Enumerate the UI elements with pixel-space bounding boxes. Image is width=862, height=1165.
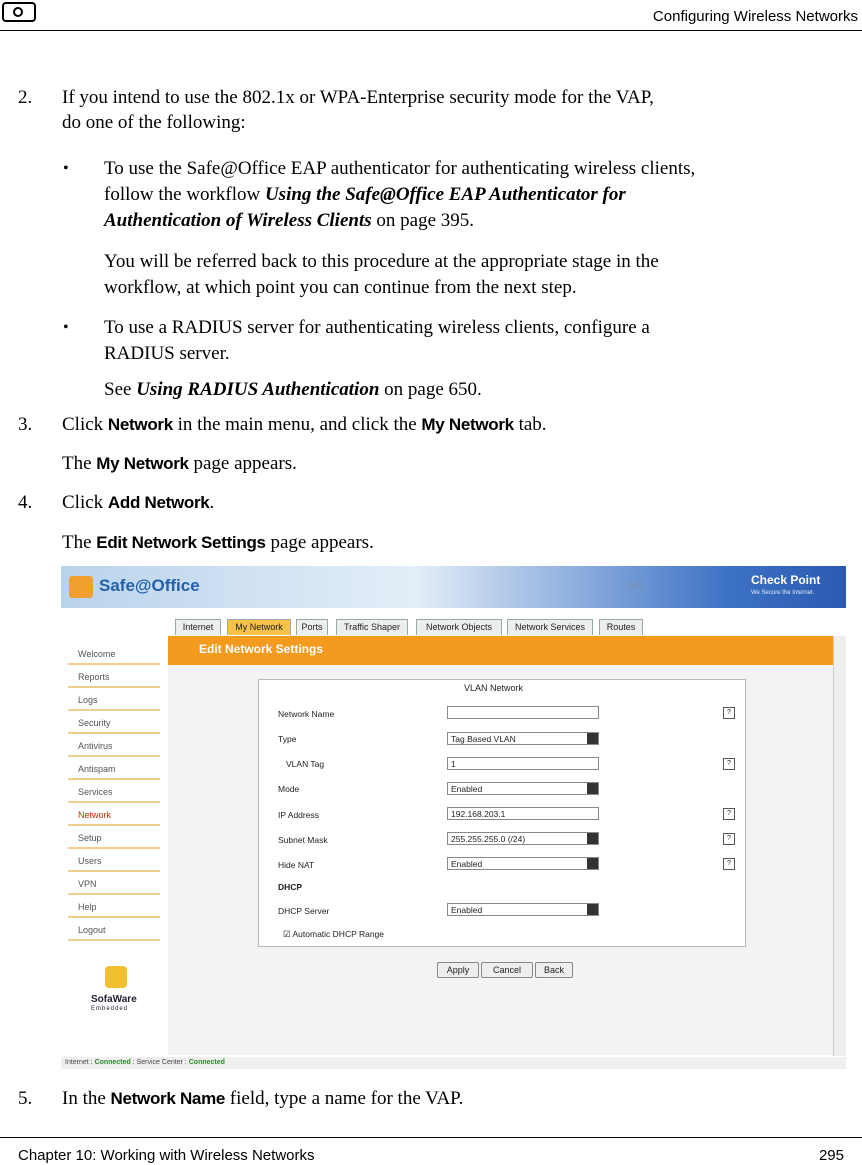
dhcp-server-select[interactable]: Enabled: [447, 903, 599, 916]
help-icon[interactable]: ?: [723, 858, 735, 870]
tab-ports[interactable]: Ports: [296, 619, 328, 635]
tab-network-objects[interactable]: Network Objects: [416, 619, 502, 635]
menu-users[interactable]: Users: [68, 851, 160, 872]
bullet-2: •: [63, 319, 69, 336]
page-footer: [0, 1137, 862, 1164]
auto-dhcp-checkbox[interactable]: ☑ Automatic DHCP Range: [283, 929, 385, 939]
help-icon[interactable]: ?: [723, 758, 735, 770]
subnet-mask-label: Subnet Mask: [278, 835, 328, 845]
page-header: [0, 0, 862, 31]
step-3-text: Click Network in the main menu, and click the My Network tab.: [62, 414, 547, 435]
dropdown-icon: [587, 833, 598, 844]
eap-workflow-link[interactable]: Using the Safe@Office EAP Authenticator for: [264, 184, 626, 205]
vlan-tag-input[interactable]: 1: [447, 757, 599, 770]
bullet-1: •: [63, 160, 69, 177]
tab-my-network[interactable]: My Network: [227, 619, 291, 635]
network-name-input[interactable]: [447, 706, 599, 719]
bullet-2-see: See Using RADIUS Authentication on page 650.: [104, 379, 482, 400]
radius-link[interactable]: Using RADIUS Authentication: [136, 379, 380, 400]
hide-nat-label: Hide NAT: [278, 860, 315, 870]
apply-button[interactable]: Apply: [437, 962, 479, 978]
step-5-text: In the Network Name field, type a name for the VAP.: [62, 1088, 464, 1109]
dropdown-icon: [587, 904, 598, 915]
menu-logout[interactable]: Logout: [68, 920, 160, 941]
cancel-button[interactable]: Cancel: [481, 962, 533, 978]
sofaware-icon: [105, 966, 127, 988]
bullet-1-note-2: workflow, at which point you can continue from the next step.: [104, 277, 577, 298]
type-select[interactable]: Tag Based VLAN: [447, 732, 599, 745]
menu-setup[interactable]: Setup: [68, 828, 160, 849]
eap-workflow-link-cont[interactable]: Authentication of Wireless Clients: [104, 210, 372, 231]
step-4-text: Click Add Network.: [62, 492, 215, 513]
status-bar: Internet : Connected : Service Center : Connected: [61, 1057, 846, 1069]
step-2-line-2: do one of the following:: [62, 112, 246, 133]
vendor-tagline: We Secure the Internet.: [751, 590, 815, 596]
safe-office-logo-icon: [69, 576, 93, 598]
tab-traffic-shaper[interactable]: Traffic Shaper: [336, 619, 408, 635]
type-label: Type: [278, 734, 297, 744]
menu-vpn[interactable]: VPN: [68, 874, 160, 895]
step-2-number: 2.: [18, 87, 33, 108]
bullet-1-line-3: Authentication of Wireless Clients on page 395.: [104, 210, 475, 231]
tab-network-services[interactable]: Network Services: [507, 619, 593, 635]
tab-routes[interactable]: Routes: [599, 619, 643, 635]
help-icon[interactable]: ?: [723, 808, 735, 820]
menu-services[interactable]: Services: [68, 782, 160, 803]
menu-network[interactable]: Network: [68, 805, 160, 826]
menu-reports[interactable]: Reports: [68, 667, 160, 688]
step-2-line-1: If you intend to use the 802.1x or WPA-Enterprise security mode for the VAP,: [62, 87, 654, 108]
menu-antispam[interactable]: Antispam: [68, 759, 160, 780]
ip-address-input[interactable]: 192.168.203.1: [447, 807, 599, 820]
ip-address-label: IP Address: [278, 810, 319, 820]
dropdown-icon: [587, 858, 598, 869]
bullet-1-note-1: You will be referred back to this procedure at the appropriate stage in the: [104, 251, 659, 272]
dhcp-heading: DHCP: [278, 882, 303, 892]
help-icon[interactable]: ?: [723, 707, 735, 719]
menu-logs[interactable]: Logs: [68, 690, 160, 711]
version-label: 8.0: [629, 580, 643, 591]
mode-select[interactable]: Enabled: [447, 782, 599, 795]
menu-welcome[interactable]: Welcome: [68, 644, 160, 665]
step-4-result: The Edit Network Settings page appears.: [62, 532, 374, 553]
mode-label: Mode: [278, 784, 300, 794]
menu-security[interactable]: Security: [68, 713, 160, 734]
bullet-1-line-1: To use the Safe@Office EAP authenticator for authenticating wireless clients,: [104, 158, 696, 179]
hide-nat-select[interactable]: Enabled: [447, 857, 599, 870]
tab-internet[interactable]: Internet: [175, 619, 221, 635]
brand-name: Safe@Office: [99, 576, 200, 595]
subnet-mask-select[interactable]: 255.255.255.0 (/24): [447, 832, 599, 845]
footer-page-number: 295: [818, 1147, 844, 1164]
edit-network-settings-screenshot: Safe@Office 8.0 Check Point We Secure the Internet. Internet My Network Ports Traffic Shaper Network Objects Network Services Routes Edit Network Settings Welcome Reports Logs Security Antivirus Antispam Services Network Setup Users VPN Help Logout SofaWare Embedded VLAN Network Network Name ? Type Tag Based VLAN VLAN Tag 1 ? Mode Enabled IP Address 192.168.203.1 ? Subnet Mask 255.255.255.0 (/24) ? Hide NAT Enabled ? DHCP DHCP Server Enabled ☑ Automatic DHCP Range Apply Cancel Back Internet : Connected : Service Center : Connected: [61, 566, 846, 1069]
vendor-logo: Check Point: [751, 573, 821, 587]
bullet-1-line-2: follow the workflow Using the Safe@Office EAP Authenticator for: [104, 184, 626, 205]
back-button[interactable]: Back: [535, 962, 573, 978]
dhcp-server-label: DHCP Server: [278, 906, 330, 916]
page-title: Edit Network Settings: [199, 642, 324, 656]
bullet-2-line-1: To use a RADIUS server for authenticating wireless clients, configure a: [104, 317, 650, 338]
footer-chapter: Chapter 10: Working with Wireless Networks: [18, 1147, 315, 1164]
menu-antivirus[interactable]: Antivirus: [68, 736, 160, 757]
menu-help[interactable]: Help: [68, 897, 160, 918]
checkpoint-logo-icon: [2, 2, 36, 22]
step-3-number: 3.: [18, 414, 33, 435]
dropdown-icon: [587, 783, 598, 794]
panel-title: VLAN Network: [464, 683, 524, 693]
network-name-label: Network Name: [278, 709, 335, 719]
scrollbar[interactable]: [833, 636, 846, 1056]
step-4-number: 4.: [18, 492, 33, 513]
dropdown-icon: [587, 733, 598, 744]
vlan-tag-label: VLAN Tag: [286, 759, 325, 769]
header-title: Configuring Wireless Networks: [652, 8, 858, 25]
step-3-result: The My Network page appears.: [62, 453, 297, 474]
bullet-2-line-2: RADIUS server.: [104, 343, 230, 364]
step-5-number: 5.: [18, 1088, 33, 1109]
help-icon[interactable]: ?: [723, 833, 735, 845]
